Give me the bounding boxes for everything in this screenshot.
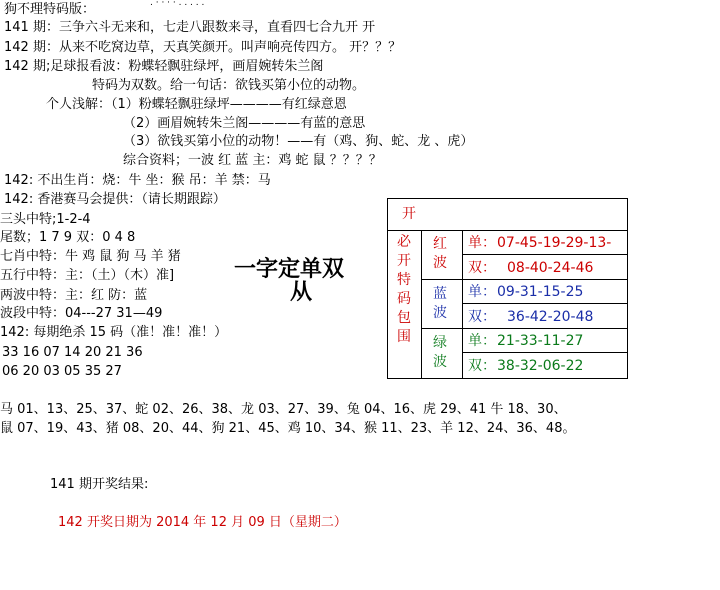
wave-blue-name: 蓝波 (433, 286, 447, 321)
prediction-table (387, 198, 628, 379)
blue-odd-tag: 单： (468, 284, 496, 300)
line-five-elements: 五行中特：主：（土）（木）准] (0, 268, 175, 283)
zodiac-row-2: 鼠 07、19、43、猪 08、20、44、狗 21、45、鸡 10、34、猴 11、23、羊 12、24、36、48。 (0, 421, 576, 436)
wave-blue-cell (422, 280, 462, 329)
side-label: 必开特码包围 (397, 234, 411, 345)
open-label: 开 (402, 206, 416, 222)
line-142-football: 142 期;足球报看波：粉蝶轻飘驻绿坪，画眉婉转朱兰阁 (4, 59, 324, 74)
green-odd-numbers: 21-33-11-27 (497, 333, 584, 349)
line-interp-1: 个人浅解：（1）粉蝶轻飘驻绿坪————有红绿意恩 (46, 97, 347, 112)
numbers-row-2: 06 20 03 05 35 27 (2, 364, 122, 379)
green-odd-row (463, 329, 627, 353)
line-142-source: 142: 香港赛马会提供：（请长期跟踪） (4, 192, 226, 207)
line-interp-2: （2）画眉婉转朱兰阁————有蓝的意思 (123, 116, 366, 131)
green-odd-tag: 单： (468, 333, 496, 349)
green-even-row (463, 353, 627, 378)
blue-odd-row (463, 280, 627, 304)
line-three-heads: 三头中特;1-2-4 (0, 212, 91, 227)
blue-even-tag: 双： (468, 309, 496, 325)
blue-even-row (463, 304, 627, 329)
table-header (388, 199, 627, 231)
line-142-zodiac: 142: 不出生肖：烧：牛 坐：猴 吊：羊 禁：马 (4, 173, 271, 188)
line-clue: 特码为双数。给一句话：欲钱买第小位的动物。 (92, 78, 366, 93)
wave-green-name: 绿波 (433, 335, 447, 370)
number-column (463, 231, 627, 378)
slogan-line-1: 一字定单双 (234, 257, 345, 282)
side-label-cell (388, 231, 422, 378)
line-tail-numbers: 尾数；1 7 9 双：0 4 8 (0, 230, 136, 245)
red-even-numbers: 08-40-24-46 (507, 260, 594, 276)
line-seven-zodiac: 七肖中特：牛 鸡 鼠 狗 马 羊 猪 (0, 249, 181, 264)
red-odd-tag: 单： (468, 235, 496, 251)
blue-odd-numbers: 09-31-15-25 (497, 284, 584, 300)
numbers-row-1: 33 16 07 14 20 21 36 (2, 345, 143, 360)
red-odd-numbers: 07-45-19-29-13- (497, 235, 612, 251)
green-even-tag: 双： (468, 358, 496, 374)
red-even-tag: 双： (468, 260, 496, 276)
green-even-numbers: 38-32-06-22 (497, 358, 584, 374)
line-141: 141 期：三争六斗无来和，七走八跟数来寻，直看四七合九开 开 (4, 20, 376, 35)
line-two-waves: 两波中特：主：红 防：蓝 (0, 288, 148, 303)
draw-date: 142 开奖日期为 2014 年 12 月 09 日（星期二） (58, 515, 347, 530)
line-wave-section: 波段中特：04---27 31—49 (0, 306, 163, 321)
slogan-line-2: 从 (290, 280, 313, 305)
decorative-dots: . · · · · . . . . . (150, 0, 205, 8)
wave-green-cell (422, 329, 462, 378)
line-summary: 综合资料；一波 红 蓝 主：鸡 蛇 鼠 ？？？？ (123, 153, 382, 168)
line-interp-3: （3）欲钱买第小位的动物！——有（鸡、狗、蛇、龙 、虎） (123, 134, 474, 149)
red-odd-row (463, 231, 627, 255)
wave-red-cell (422, 231, 462, 280)
wave-name-column (422, 231, 463, 378)
page-title: 狗不理特码版： (4, 2, 96, 17)
line-142: 142 期：从来不吃窝边草，天真笑颜开。叫声响亮传四方。 开？？？ (4, 40, 402, 55)
red-even-row (463, 255, 627, 280)
result-label: 141 期开奖结果: (50, 477, 149, 492)
wave-red-name: 红波 (433, 236, 447, 271)
line-every-period: 142: 每期绝杀 15 码（准！准！准！） (0, 325, 228, 340)
zodiac-row-1: 马 01、13、25、37、蛇 02、26、38、龙 03、27、39、兔 04、16、虎 29、41 牛 18、30、 (0, 402, 567, 417)
blue-even-numbers: 36-42-20-48 (507, 309, 594, 325)
